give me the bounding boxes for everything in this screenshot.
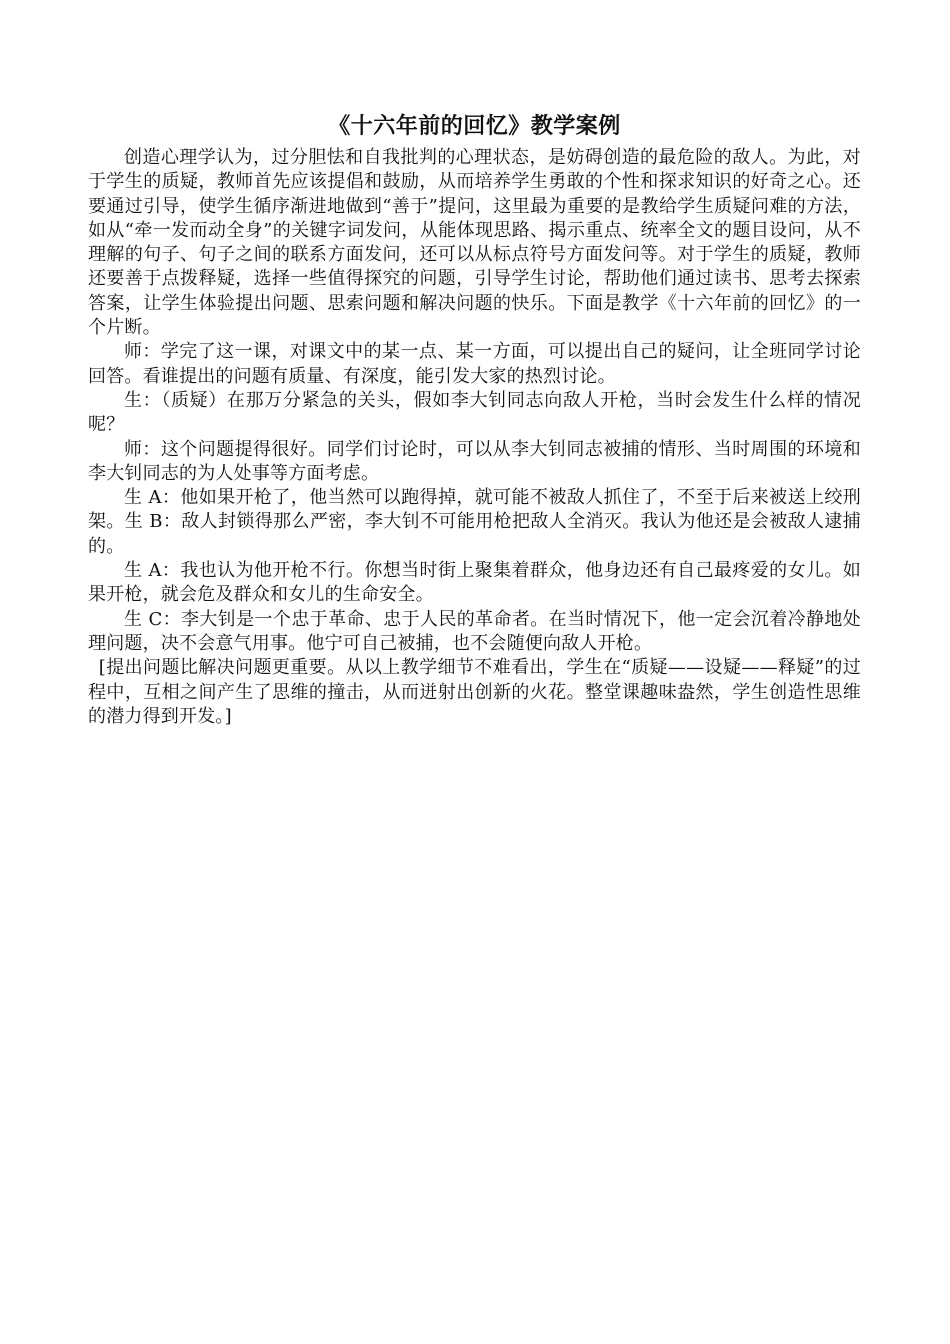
commentary-paragraph: [提出问题比解决问题更重要。从以上教学细节不难看出，学生在“质疑——设疑——释疑”的过程中，互相之间产生了思维的撞击，从而迸射出创新的火花。整堂课趣味盎然，学生创造性思维的潜力得到开发。] xyxy=(88,657,861,727)
teacher-guidance-paragraph: 师：这个问题提得很好。同学们讨论时，可以从李大钊同志被捕的情形、当时周围的环境和李大钊同志的为人处事等方面考虑。 xyxy=(88,438,861,484)
teacher-prompt-paragraph: 师：学完了这一课，对课文中的某一点、某一方面，可以提出自己的疑问，让全班同学讨论回答。看谁提出的问题有质量、有深度，能引发大家的热烈讨论。 xyxy=(88,341,861,387)
student-ab-discussion-paragraph: 生 A：他如果开枪了，他当然可以跑得掉，就可能不被敌人抓住了，不至于后来被送上绞刑架。生 B：敌人封锁得那么严密，李大钊不可能用枪把敌人全消灭。我认为他还是会被敌人逮捕的。 xyxy=(88,487,861,557)
intro-paragraph: 创造心理学认为，过分胆怯和自我批判的心理状态，是妨碍创造的最危险的敌人。为此，对于学生的质疑，教师首先应该提倡和鼓励，从而培养学生勇敢的个性和探求知识的好奇之心。还要通过引导，使学生循序渐进地做到“善于”提问，这里最为重要的是教给学生质疑问难的方法，如从“牵一发而动全身”的关键字词发问，从能体现思路、揭示重点、统率全文的题目设问，从不理解的句子、句子之间的联系方面发问，还可以从标点符号方面发问等。对于学生的质疑，教师还要善于点拨释疑，选择一些值得探究的问题，引导学生讨论，帮助他们通过读书、思考去探索答案，让学生体验提出问题、思索问题和解决问题的快乐。下面是教学《十六年前的回忆》的一个片断。 xyxy=(88,147,861,339)
document-title: 《十六年前的回忆》教学案例 xyxy=(328,113,621,139)
student-c-response-paragraph: 生 C：李大钊是一个忠于革命、忠于人民的革命者。在当时情况下，他一定会沉着冷静地处理问题，决不会意气用事。他宁可自己被捕，也不会随便向敌人开枪。 xyxy=(88,608,861,654)
student-a-response-paragraph: 生 A：我也认为他开枪不行。你想当时街上聚集着群众，他身边还有自己最疼爱的女儿。如果开枪，就会危及群众和女儿的生命安全。 xyxy=(88,560,861,606)
student-question-paragraph: 生：（质疑）在那万分紧急的关头，假如李大钊同志向敌人开枪，当时会发生什么样的情况呢？ xyxy=(88,389,861,436)
document-page xyxy=(88,108,861,729)
